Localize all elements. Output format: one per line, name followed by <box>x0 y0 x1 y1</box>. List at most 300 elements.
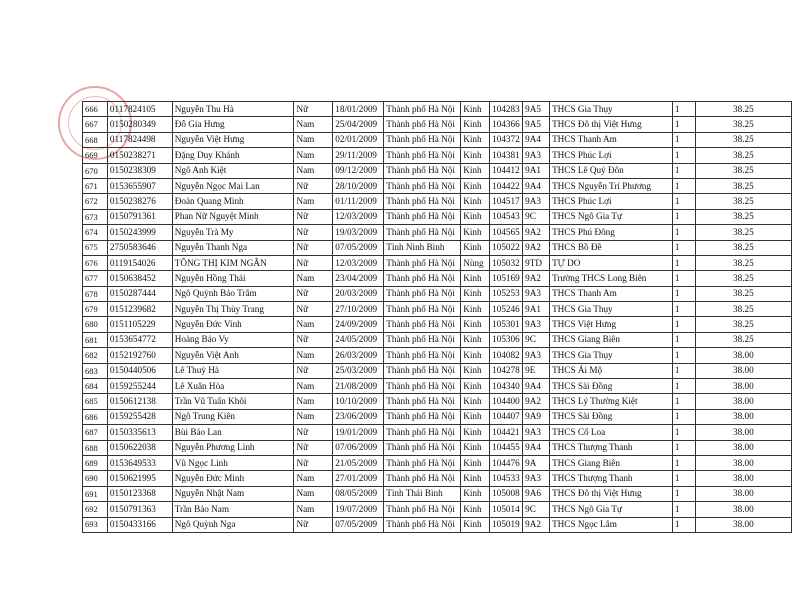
birth-place: Thành phố Hà Nội <box>384 209 461 224</box>
date-of-birth: 09/12/2009 <box>333 163 384 178</box>
row-number: 674 <box>83 225 108 240</box>
ethnicity: Kinh <box>461 102 490 117</box>
birth-place: Thành phố Hà Nội <box>384 317 461 332</box>
total-score: 38.00 <box>695 425 791 440</box>
ethnicity: Kinh <box>461 363 490 378</box>
class-name: 9TD <box>523 255 550 270</box>
candidate-code: 105253 <box>490 286 523 301</box>
gender: Nam <box>294 117 333 132</box>
candidate-code: 104422 <box>490 178 523 193</box>
option-number: 1 <box>672 102 695 117</box>
class-name: 9A2 <box>523 271 550 286</box>
student-id: 0150238276 <box>107 194 172 209</box>
gender: Nam <box>294 271 333 286</box>
gender: Nữ <box>294 440 333 455</box>
option-number: 1 <box>672 255 695 270</box>
student-name: Nguyễn Đức Minh <box>172 471 294 486</box>
ethnicity: Kinh <box>461 148 490 163</box>
gender: Nữ <box>294 255 333 270</box>
option-number: 1 <box>672 517 695 532</box>
school-name: THCS Thanh Am <box>550 286 673 301</box>
candidate-code: 105169 <box>490 271 523 286</box>
option-number: 1 <box>672 117 695 132</box>
ethnicity: Kinh <box>461 409 490 424</box>
row-number: 678 <box>83 286 108 301</box>
student-name: Trần Bảo Nam <box>172 502 294 517</box>
class-name: 9C <box>523 502 550 517</box>
date-of-birth: 21/08/2009 <box>333 379 384 394</box>
option-number: 1 <box>672 486 695 501</box>
date-of-birth: 08/05/2009 <box>333 486 384 501</box>
class-name: 9A3 <box>523 317 550 332</box>
table-row <box>83 178 792 193</box>
option-number: 1 <box>672 302 695 317</box>
table-row <box>83 517 792 532</box>
candidate-code: 105008 <box>490 486 523 501</box>
ethnicity: Kinh <box>461 317 490 332</box>
student-name: Ngô Quỳnh Nga <box>172 517 294 532</box>
class-name: 9A9 <box>523 409 550 424</box>
student-id: 0117824498 <box>107 132 172 147</box>
date-of-birth: 19/01/2009 <box>333 425 384 440</box>
total-score: 38.00 <box>695 471 791 486</box>
birth-place: Thành phố Hà Nội <box>384 102 461 117</box>
student-name: Lê Thuỳ Hà <box>172 363 294 378</box>
row-number: 673 <box>83 209 108 224</box>
ethnicity: Kinh <box>461 502 490 517</box>
candidate-code: 104278 <box>490 363 523 378</box>
candidate-code: 104421 <box>490 425 523 440</box>
table-row <box>83 194 792 209</box>
ethnicity: Kinh <box>461 517 490 532</box>
gender: Nam <box>294 394 333 409</box>
table-row <box>83 379 792 394</box>
student-id: 0150621995 <box>107 471 172 486</box>
birth-place: Thành phố Hà Nội <box>384 178 461 193</box>
class-name: 9E <box>523 363 550 378</box>
total-score: 38.25 <box>695 178 791 193</box>
class-name: 9A3 <box>523 348 550 363</box>
table-row <box>83 332 792 347</box>
row-number: 682 <box>83 348 108 363</box>
table-row <box>83 455 792 470</box>
school-name: THCS Ngọc Lâm <box>550 517 673 532</box>
student-name: Đoàn Quang Minh <box>172 194 294 209</box>
table-row <box>83 425 792 440</box>
table-row <box>83 225 792 240</box>
candidate-code: 105014 <box>490 502 523 517</box>
date-of-birth: 07/05/2009 <box>333 240 384 255</box>
class-name: 9A4 <box>523 440 550 455</box>
student-id: 0150238309 <box>107 163 172 178</box>
table-row <box>83 271 792 286</box>
student-name: Nguyễn Thị Thùy Trang <box>172 302 294 317</box>
row-number: 679 <box>83 302 108 317</box>
student-name: Đặng Duy Khánh <box>172 148 294 163</box>
date-of-birth: 19/07/2009 <box>333 502 384 517</box>
class-name: 9A3 <box>523 148 550 163</box>
school-name: THCS Giang Biên <box>550 332 673 347</box>
birth-place: Thành phố Hà Nội <box>384 332 461 347</box>
row-number: 671 <box>83 178 108 193</box>
table-row <box>83 132 792 147</box>
total-score: 38.00 <box>695 363 791 378</box>
row-number: 675 <box>83 240 108 255</box>
ethnicity: Kinh <box>461 286 490 301</box>
table-row <box>83 240 792 255</box>
student-id: 0152192760 <box>107 348 172 363</box>
student-name: Lê Xuân Hòa <box>172 379 294 394</box>
ethnicity: Kinh <box>461 379 490 394</box>
class-name: 9A6 <box>523 486 550 501</box>
option-number: 1 <box>672 178 695 193</box>
school-name: THCS Phúc Lợi <box>550 148 673 163</box>
table-row <box>83 286 792 301</box>
student-name: Nguyễn Nhật Nam <box>172 486 294 501</box>
student-id: 0150433166 <box>107 517 172 532</box>
school-name: THCS Bồ Đề <box>550 240 673 255</box>
ethnicity: Kinh <box>461 225 490 240</box>
date-of-birth: 27/10/2009 <box>333 302 384 317</box>
total-score: 38.00 <box>695 394 791 409</box>
class-name: 9A <box>523 455 550 470</box>
date-of-birth: 24/09/2009 <box>333 317 384 332</box>
ethnicity: Kinh <box>461 163 490 178</box>
student-name: Nguyễn Phương Linh <box>172 440 294 455</box>
student-name: Vũ Ngọc Linh <box>172 455 294 470</box>
table-row <box>83 255 792 270</box>
student-id: 0151239682 <box>107 302 172 317</box>
student-id: 0150791361 <box>107 209 172 224</box>
table-row <box>83 409 792 424</box>
student-name: TÔNG THỊ KIM NGÂN <box>172 255 294 270</box>
school-name: THCS Phú Đông <box>550 225 673 240</box>
gender: Nam <box>294 348 333 363</box>
ethnicity: Kinh <box>461 240 490 255</box>
table-row <box>83 348 792 363</box>
school-name: THCS Lý Thường Kiệt <box>550 394 673 409</box>
student-name: Nguyễn Hồng Thái <box>172 271 294 286</box>
school-name: THCS Thanh Am <box>550 132 673 147</box>
student-id: 0117824105 <box>107 102 172 117</box>
total-score: 38.25 <box>695 102 791 117</box>
school-name: THCS Sài Đồng <box>550 409 673 424</box>
option-number: 1 <box>672 455 695 470</box>
total-score: 38.25 <box>695 163 791 178</box>
total-score: 38.00 <box>695 517 791 532</box>
table-row <box>83 471 792 486</box>
date-of-birth: 07/05/2009 <box>333 517 384 532</box>
table-row <box>83 394 792 409</box>
table-row <box>83 302 792 317</box>
birth-place: Thành phố Hà Nội <box>384 132 461 147</box>
school-name: THCS Ái Mộ <box>550 363 673 378</box>
gender: Nữ <box>294 225 333 240</box>
option-number: 1 <box>672 332 695 347</box>
ethnicity: Kinh <box>461 471 490 486</box>
birth-place: Tỉnh Thái Bình <box>384 486 461 501</box>
option-number: 1 <box>672 348 695 363</box>
table-row <box>83 502 792 517</box>
birth-place: Thành phố Hà Nội <box>384 163 461 178</box>
candidate-code: 105022 <box>490 240 523 255</box>
date-of-birth: 19/03/2009 <box>333 225 384 240</box>
row-number: 685 <box>83 394 108 409</box>
date-of-birth: 20/03/2009 <box>333 286 384 301</box>
class-name: 9A3 <box>523 471 550 486</box>
gender: Nữ <box>294 286 333 301</box>
table-row <box>83 148 792 163</box>
option-number: 1 <box>672 394 695 409</box>
gender: Nam <box>294 194 333 209</box>
total-score: 38.00 <box>695 455 791 470</box>
candidate-code: 104366 <box>490 117 523 132</box>
gender: Nam <box>294 317 333 332</box>
gender: Nam <box>294 409 333 424</box>
ethnicity: Kinh <box>461 117 490 132</box>
student-name: Nguyễn Trà My <box>172 225 294 240</box>
birth-place: Thành phố Hà Nội <box>384 394 461 409</box>
ethnicity: Kinh <box>461 394 490 409</box>
row-number: 668 <box>83 132 108 147</box>
class-name: 9A5 <box>523 102 550 117</box>
candidate-code: 104407 <box>490 409 523 424</box>
birth-place: Thành phố Hà Nội <box>384 148 461 163</box>
total-score: 38.25 <box>695 117 791 132</box>
student-id: 0150280349 <box>107 117 172 132</box>
student-id: 2750583646 <box>107 240 172 255</box>
student-id: 0159255428 <box>107 409 172 424</box>
candidate-code: 104381 <box>490 148 523 163</box>
option-number: 1 <box>672 440 695 455</box>
student-id: 0151105229 <box>107 317 172 332</box>
row-number: 670 <box>83 163 108 178</box>
student-id: 0150791363 <box>107 502 172 517</box>
table-row <box>83 440 792 455</box>
ethnicity: Kinh <box>461 178 490 193</box>
row-number: 691 <box>83 486 108 501</box>
gender: Nữ <box>294 178 333 193</box>
birth-place: Thành phố Hà Nội <box>384 302 461 317</box>
table-row <box>83 317 792 332</box>
row-number: 684 <box>83 379 108 394</box>
admission-results-table <box>82 101 792 533</box>
student-name: Đỗ Gia Hưng <box>172 117 294 132</box>
row-number: 686 <box>83 409 108 424</box>
gender: Nam <box>294 502 333 517</box>
option-number: 1 <box>672 209 695 224</box>
row-number: 692 <box>83 502 108 517</box>
birth-place: Thành phố Hà Nội <box>384 455 461 470</box>
table-row <box>83 486 792 501</box>
total-score: 38.25 <box>695 132 791 147</box>
student-id: 0150123368 <box>107 486 172 501</box>
row-number: 667 <box>83 117 108 132</box>
total-score: 38.25 <box>695 271 791 286</box>
birth-place: Thành phố Hà Nội <box>384 363 461 378</box>
row-number: 693 <box>83 517 108 532</box>
birth-place: Thành phố Hà Nội <box>384 425 461 440</box>
candidate-code: 105032 <box>490 255 523 270</box>
row-number: 669 <box>83 148 108 163</box>
birth-place: Thành phố Hà Nội <box>384 194 461 209</box>
student-name: Bùi Bảo Lan <box>172 425 294 440</box>
gender: Nữ <box>294 455 333 470</box>
date-of-birth: 27/01/2009 <box>333 471 384 486</box>
school-name: THCS Gia Thụy <box>550 348 673 363</box>
date-of-birth: 24/05/2009 <box>333 332 384 347</box>
table-row <box>83 363 792 378</box>
option-number: 1 <box>672 425 695 440</box>
candidate-code: 105301 <box>490 317 523 332</box>
total-score: 38.25 <box>695 240 791 255</box>
row-number: 689 <box>83 455 108 470</box>
total-score: 38.00 <box>695 348 791 363</box>
gender: Nữ <box>294 302 333 317</box>
total-score: 38.25 <box>695 286 791 301</box>
student-name: Hoàng Bảo Vy <box>172 332 294 347</box>
row-number: 687 <box>83 425 108 440</box>
birth-place: Tỉnh Ninh Bình <box>384 240 461 255</box>
date-of-birth: 07/06/2009 <box>333 440 384 455</box>
student-id: 0150335613 <box>107 425 172 440</box>
option-number: 1 <box>672 286 695 301</box>
birth-place: Thành phố Hà Nội <box>384 517 461 532</box>
student-name: Ngô Trung Kiên <box>172 409 294 424</box>
school-name: THCS Sài Đồng <box>550 379 673 394</box>
row-number: 666 <box>83 102 108 117</box>
birth-place: Thành phố Hà Nội <box>384 225 461 240</box>
school-name: THCS Gia Thụy <box>550 102 673 117</box>
option-number: 1 <box>672 194 695 209</box>
row-number: 690 <box>83 471 108 486</box>
gender: Nữ <box>294 332 333 347</box>
table-row <box>83 117 792 132</box>
ethnicity: Kinh <box>461 440 490 455</box>
student-name: Nguyễn Thu Hà <box>172 102 294 117</box>
ethnicity: Kinh <box>461 348 490 363</box>
school-name: THCS Cổ Loa <box>550 425 673 440</box>
school-name: THCS Gia Thụy <box>550 302 673 317</box>
class-name: 9A5 <box>523 117 550 132</box>
class-name: 9A3 <box>523 286 550 301</box>
total-score: 38.00 <box>695 440 791 455</box>
ethnicity: Kinh <box>461 271 490 286</box>
date-of-birth: 10/10/2009 <box>333 394 384 409</box>
gender: Nam <box>294 471 333 486</box>
birth-place: Thành phố Hà Nội <box>384 117 461 132</box>
row-number: 681 <box>83 332 108 347</box>
school-name: THCS Thượng Thanh <box>550 440 673 455</box>
student-id: 0150243999 <box>107 225 172 240</box>
student-name: Nguyễn Đức Vinh <box>172 317 294 332</box>
gender: Nam <box>294 486 333 501</box>
student-name: Nguyễn Việt Anh <box>172 348 294 363</box>
table-row <box>83 209 792 224</box>
date-of-birth: 02/01/2009 <box>333 132 384 147</box>
option-number: 1 <box>672 379 695 394</box>
candidate-code: 104400 <box>490 394 523 409</box>
total-score: 38.25 <box>695 225 791 240</box>
student-id: 0150622038 <box>107 440 172 455</box>
row-number: 672 <box>83 194 108 209</box>
student-name: Phan Nữ Nguyệt Minh <box>172 209 294 224</box>
candidate-code: 104283 <box>490 102 523 117</box>
gender: Nữ <box>294 209 333 224</box>
option-number: 1 <box>672 271 695 286</box>
option-number: 1 <box>672 240 695 255</box>
option-number: 1 <box>672 317 695 332</box>
candidate-code: 104517 <box>490 194 523 209</box>
option-number: 1 <box>672 132 695 147</box>
candidate-code: 105246 <box>490 302 523 317</box>
total-score: 38.25 <box>695 148 791 163</box>
class-name: 9A4 <box>523 132 550 147</box>
ethnicity: Kinh <box>461 332 490 347</box>
student-id: 0150238271 <box>107 148 172 163</box>
total-score: 38.00 <box>695 486 791 501</box>
student-id: 0159255244 <box>107 379 172 394</box>
ethnicity: Kinh <box>461 209 490 224</box>
birth-place: Thành phố Hà Nội <box>384 502 461 517</box>
school-name: THCS Ngô Gia Tự <box>550 502 673 517</box>
birth-place: Thành phố Hà Nội <box>384 471 461 486</box>
total-score: 38.00 <box>695 379 791 394</box>
school-name: THCS Giang Biên <box>550 455 673 470</box>
option-number: 1 <box>672 502 695 517</box>
birth-place: Thành phố Hà Nội <box>384 379 461 394</box>
date-of-birth: 01/11/2009 <box>333 194 384 209</box>
class-name: 9A4 <box>523 379 550 394</box>
birth-place: Thành phố Hà Nội <box>384 409 461 424</box>
class-name: 9A2 <box>523 225 550 240</box>
gender: Nam <box>294 148 333 163</box>
option-number: 1 <box>672 363 695 378</box>
ethnicity: Nùng <box>461 255 490 270</box>
ethnicity: Kinh <box>461 132 490 147</box>
ethnicity: Kinh <box>461 194 490 209</box>
student-name: Nguyễn Ngọc Mai Lan <box>172 178 294 193</box>
table-row <box>83 163 792 178</box>
student-name: Ngô Quỳnh Bảo Trâm <box>172 286 294 301</box>
ethnicity: Kinh <box>461 486 490 501</box>
total-score: 38.25 <box>695 194 791 209</box>
class-name: 9A2 <box>523 517 550 532</box>
total-score: 38.00 <box>695 502 791 517</box>
school-name: TỰ DO <box>550 255 673 270</box>
student-id: 0153649533 <box>107 455 172 470</box>
date-of-birth: 26/03/2009 <box>333 348 384 363</box>
school-name: THCS Việt Hưng <box>550 317 673 332</box>
option-number: 1 <box>672 225 695 240</box>
class-name: 9A2 <box>523 394 550 409</box>
school-name: THCS Đô thị Việt Hưng <box>550 486 673 501</box>
student-name: Nguyễn Việt Hưng <box>172 132 294 147</box>
row-number: 676 <box>83 255 108 270</box>
date-of-birth: 25/03/2009 <box>333 363 384 378</box>
class-name: 9A1 <box>523 302 550 317</box>
student-name: Nguyễn Thanh Nga <box>172 240 294 255</box>
ethnicity: Kinh <box>461 302 490 317</box>
candidate-code: 104533 <box>490 471 523 486</box>
option-number: 1 <box>672 471 695 486</box>
school-name: THCS Phúc Lợi <box>550 194 673 209</box>
gender: Nữ <box>294 102 333 117</box>
gender: Nữ <box>294 425 333 440</box>
table-row <box>83 102 792 117</box>
gender: Nam <box>294 379 333 394</box>
total-score: 38.25 <box>695 302 791 317</box>
